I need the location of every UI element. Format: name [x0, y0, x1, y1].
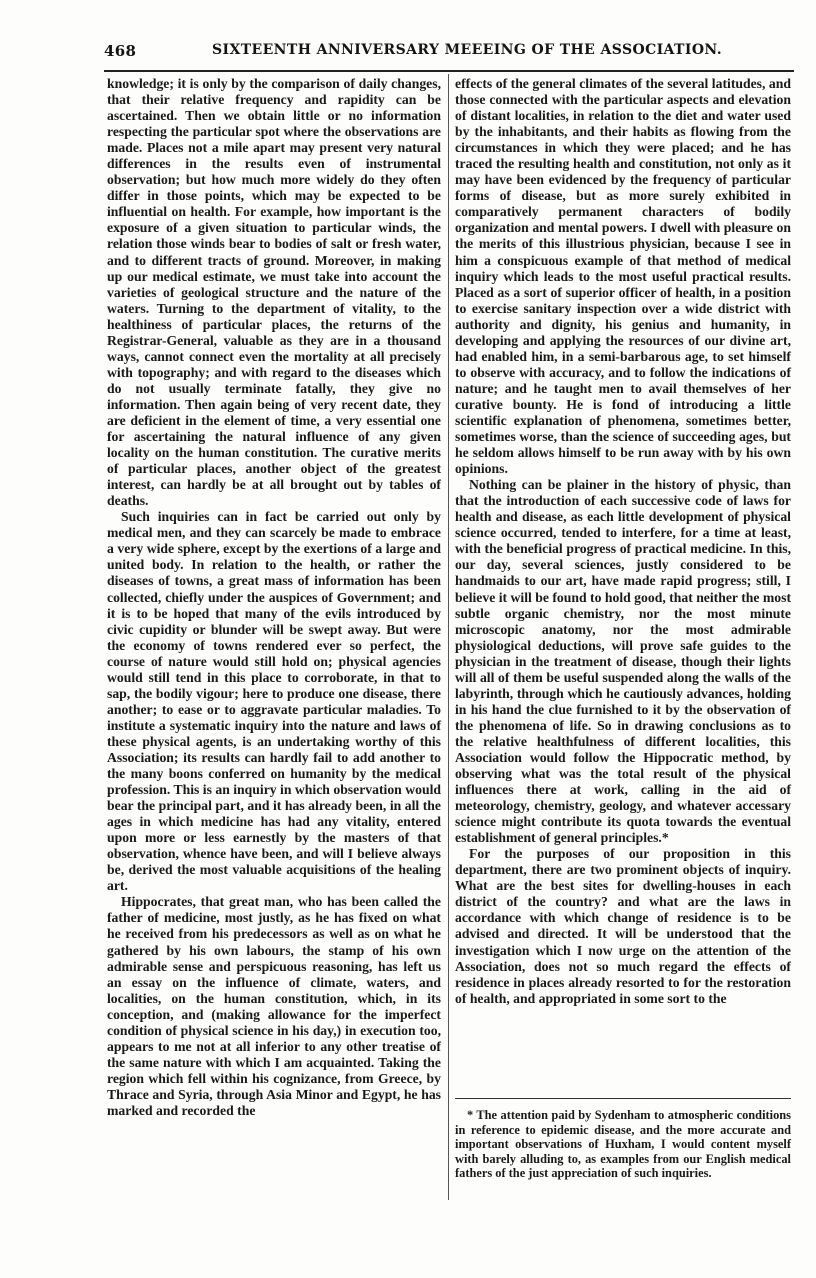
header-rule	[104, 70, 794, 72]
left-column	[107, 76, 441, 1119]
paragraph: effects of the general climates of the several latitudes, and those connected with the particular aspects and elevation of distant localities, in relation to the diet and water used by the inhabitants, and their habits as flowing from the circumstances in which they were placed; and he has traced the resulting health and constitution, not only as it may have been evidenced by the frequency of particular forms of disease, but as more surely exhibited in comparatively permanent characters of bodily organization and mental powers. I dwell with pleasure on the merits of this illustrious physician, because I see in him a conspicuous example of that method of medical inquiry which leads to the most useful practical results. Placed as a sort of superior officer of health, in a position to exercise sanitary inspection over a wide district with authority and dignity, his genius and humanity, in developing and applying the resources of our divine art, had enabled him, in a semi-barbarous age, to set himself to observe with accuracy, and to follow the indications of nature; and he taught men to avail themselves of her curative bounty. He is fond of introducing a little scientific explanation of phenomena, sometimes better, sometimes worse, than the science of succeeding ages, but he seldom allows himself to be run away with by his own opinions.	[455, 76, 791, 477]
paragraph: knowledge; it is only by the comparison of daily changes, that their relative frequency and rapidity can be ascertained. Then we obtain little or no information respecting the particular spot where the observations are made. Places not a mile apart may present very natural differences in the results even of instrumental observation; but how much more widely do they often differ in those points, which may be expected to be influential on health. For example, how important is the exposure of a given situation to particular winds, the relation those winds bear to bodies of salt or fresh water, and to different tracts of ground. Moreover, in making up our medical estimate, we must take into account the varieties of geological structure and the nature of the waters. Turning to the department of vitality, to the healthiness of particular places, the returns of the Registrar-General, valuable as they are in a thousand ways, cannot connect even the mortality at all precisely with topography; and with regard to the diseases which do not usually terminate fatally, they give no information. Then again being of very recent date, they are deficient in the element of time, a very essential one for ascertaining the natural influence of any given locality on the human constitution. The curative merits of particular places, another object of the greatest interest, can hardly be at all brought out by tables of deaths.	[107, 76, 441, 509]
footnote-text: * The attention paid by Sydenham to atmospheric conditions in reference to epidemic disease, and the more accurate and important observations of Huxham, I would content myself with barely alluding to, as examples from our English medical fathers of the just appreciation of such inquiries.	[455, 1108, 791, 1181]
paragraph: Hippocrates, that great man, who has been called the father of medicine, most justly, as he has fixed on what he received from his predecessors as well as on what he gathered by his own labours, the stamp of his own admirable sense and perspicuous reasoning, has left us an essay on the influence of climate, waters, and localities, on the human constitution, which, in its conception, and (making allowance for the imperfect condition of physical science in his day,) in execution too, appears to me not at all inferior to any other treatise of the same nature with which I am acquainted. Taking the region which fell within his cognizance, from Greece, by Thrace and Syria, through Asia Minor and Egypt, he has marked and recorded the	[107, 894, 441, 1118]
paragraph: Nothing can be plainer in the history of physic, than that the introduction of each successive code of laws for health and disease, as each little development of physical science occurred, tended to interfere, for a time at least, with the beneficial progress of practical medicine. In this, our day, several sciences, justly considered to be handmaids to our art, have made rapid progress; still, I believe it will be found to hold good, that neither the most subtle organic chemistry, nor the most minute microscopic anatomy, nor the most admirable physiological deductions, will prove safe guides to the physician in the treatment of disease, though their lights will all of them be useful suspended along the walls of the labyrinth, through which he cautiously advances, holding in his hand the clue furnished to it by the observation of the phenomena of life. So in drawing conclusions as to the relative healthfulness of different localities, this Association would follow the Hippocratic method, by observing what was the total result of the physical influences there at work, calling in the aid of meteorology, chemistry, geology, and whatever accessary science might contribute its quota towards the eventual establishment of general principles.*	[455, 477, 791, 846]
running-title: SIXTEENTH ANNIVERSARY MEEEING OF THE ASSOCIATION.	[212, 42, 722, 58]
paragraph: Such inquiries can in fact be carried out only by medical men, and they can scarcely be made to embrace a very wide sphere, except by the exertions of a large and united body. In relation to the health, or rather the diseases of towns, a great mass of information has been collected, chiefly under the auspices of Government; and it is to be hoped that many of the evils introduced by civic cupidity or blunder will be swept away. But were the economy of towns rendered ever so perfect, the course of nature would still hold on; physical agencies would still tend in this place to corroborate, in that to sap, the bodily vigour; here to produce one disease, there another; to ease or to aggravate particular maladies. To institute a systematic inquiry into the nature and laws of these physical agents, is an undertaking worthy of this Association; its results can hardly fail to add another to the many boons conferred on humanity by the medical profession. This is an inquiry in which observation would bear the principal part, and it has already been, in all the ages in which medicine has had any vitality, entered upon more or less earnestly by the masters of that observation, whence have been, and will I believe always be, derived the most valuable acquisitions of the healing art.	[107, 509, 441, 894]
page-header	[104, 42, 794, 64]
column-divider	[448, 74, 449, 1200]
paragraph: For the purposes of our proposition in this department, there are two prominent objects of inquiry. What are the best sites for dwelling-houses in each district of the country? and what are the laws in accordance with which change of residence is to be advised and directed. It will be understood that the investigation which I now urge on the attention of the Association, does not so much regard the effects of residence in places already resorted to for the restoration of health, and appropriated in some sort to the	[455, 846, 791, 1006]
footnote-rule	[455, 1098, 791, 1099]
footnote	[455, 1108, 791, 1181]
right-column	[455, 76, 791, 1007]
page-number: 468	[104, 42, 137, 60]
